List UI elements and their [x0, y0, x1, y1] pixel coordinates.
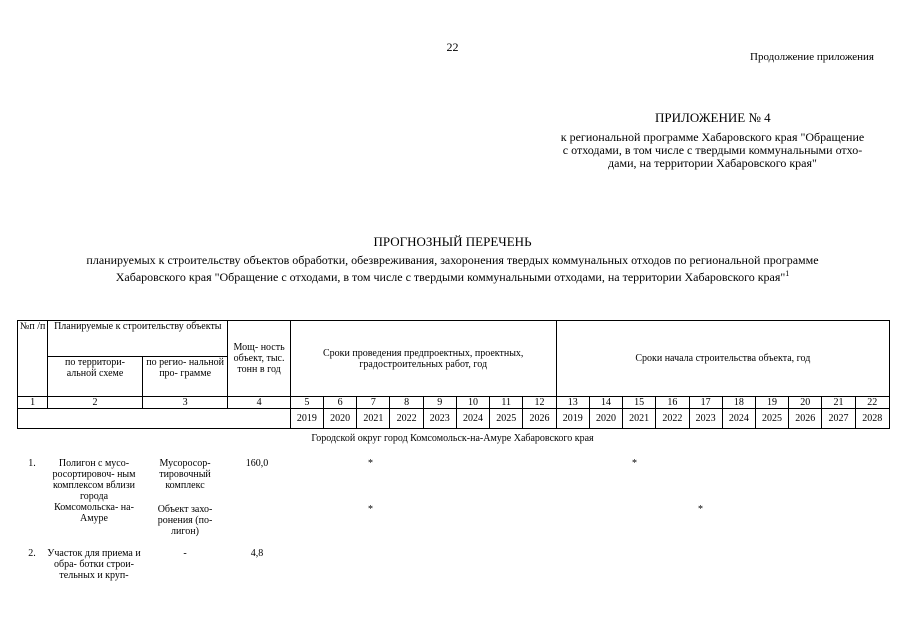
column-number-row — [18, 397, 890, 409]
column-number: 10 — [456, 397, 489, 409]
continuation-note: Продолжение приложения — [750, 51, 874, 63]
row1-mark-b-design: * — [368, 504, 373, 515]
column-number: 16 — [656, 397, 689, 409]
column-number: 5 — [290, 397, 323, 409]
row1-regional-b: Объект захо- ронения (по- лигон) — [157, 504, 213, 537]
year-construction: 2027 — [822, 409, 855, 429]
column-number: 21 — [822, 397, 855, 409]
year-design: 2020 — [324, 409, 357, 429]
year-construction: 2021 — [623, 409, 656, 429]
header-objects: Планируемые к строительству объекты — [48, 321, 228, 357]
column-number: 17 — [689, 397, 722, 409]
header-capacity: Мощ- ность объект, тыс. тонн в год — [228, 321, 290, 397]
column-number: 15 — [623, 397, 656, 409]
year-design: 2021 — [357, 409, 390, 429]
region-heading: Городской округ город Комсомольск-на-Амуре Хабаровского края — [311, 433, 594, 444]
column-number: 12 — [523, 397, 556, 409]
year-construction: 2022 — [656, 409, 689, 429]
column-number: 14 — [589, 397, 622, 409]
column-number: 13 — [556, 397, 589, 409]
year-design: 2026 — [523, 409, 556, 429]
header-design-period: Сроки проведения предпроектных, проектных, градостроительных работ, год — [290, 321, 556, 397]
year-construction: 2025 — [755, 409, 788, 429]
year-design: 2019 — [290, 409, 323, 429]
header-regional: по регио- нальной про- грамме — [142, 357, 228, 397]
header-num: №п /п — [18, 321, 48, 397]
header-construction-start: Сроки начала строительства объекта, год — [556, 321, 889, 397]
row1-capacity: 160,0 — [245, 458, 269, 469]
column-number: 2 — [48, 397, 143, 409]
year-design: 2023 — [423, 409, 456, 429]
column-number: 22 — [855, 397, 889, 409]
year-construction: 2028 — [855, 409, 889, 429]
row1-mark-a-construction: * — [632, 458, 637, 469]
year-construction: 2026 — [789, 409, 822, 429]
appendix-subtitle: к региональной программе Хабаровского края "Обращение с отходами, в том числе с твердыми коммунальными отхо- дами, на территории Хабаровского края" — [560, 130, 865, 170]
document-title: ПРОГНОЗНЫЙ ПЕРЕЧЕНЬ — [373, 234, 532, 249]
row1-num: 1. — [28, 458, 36, 469]
column-number: 18 — [722, 397, 755, 409]
forecast-table — [17, 320, 890, 429]
footnote-mark: 1 — [785, 269, 790, 278]
column-number: 6 — [324, 397, 357, 409]
column-number: 9 — [423, 397, 456, 409]
column-number: 3 — [142, 397, 228, 409]
header-territorial: по территори- альной схеме — [48, 357, 143, 397]
row1-regional-a: Мусоросор- тировочный комплекс — [159, 458, 211, 491]
year-construction: 2024 — [722, 409, 755, 429]
column-number: 11 — [490, 397, 523, 409]
row2-capacity: 4,8 — [250, 548, 264, 559]
row2-regional-a: - — [183, 548, 187, 559]
column-number: 1 — [18, 397, 48, 409]
year-design: 2025 — [490, 409, 523, 429]
document-subtitle-text: планируемых к строительству объектов обработки, обезвреживания, захоронения твердых коммунальных отходов по региональной программе Хабаровского края "Обращение с отходами, в том числе с твердыми коммунальными отходами, на территории Хабаровского края" — [86, 253, 819, 284]
row1-mark-b-construction: * — [698, 504, 703, 515]
year-row-blank — [18, 409, 291, 429]
column-number: 8 — [390, 397, 423, 409]
row1-territorial: Полигон с мусо- росортировоч- ным комплексом вблизи города Комсомольска- на-Амуре — [52, 458, 136, 524]
column-number: 20 — [789, 397, 822, 409]
year-design: 2024 — [456, 409, 489, 429]
document-subtitle — [60, 254, 845, 284]
page-number: 22 — [446, 40, 459, 54]
year-row — [18, 409, 890, 429]
year-construction: 2020 — [589, 409, 622, 429]
column-number: 19 — [755, 397, 788, 409]
column-number: 7 — [357, 397, 390, 409]
year-design: 2022 — [390, 409, 423, 429]
appendix-title: ПРИЛОЖЕНИЕ № 4 — [655, 110, 771, 125]
year-construction: 2023 — [689, 409, 722, 429]
year-construction: 2019 — [556, 409, 589, 429]
row2-num: 2. — [28, 548, 36, 559]
row1-mark-a-design: * — [368, 458, 373, 469]
column-number: 4 — [228, 397, 290, 409]
row2-territorial: Участок для приема и обра- ботки строи- тельных и круп- — [47, 548, 141, 581]
